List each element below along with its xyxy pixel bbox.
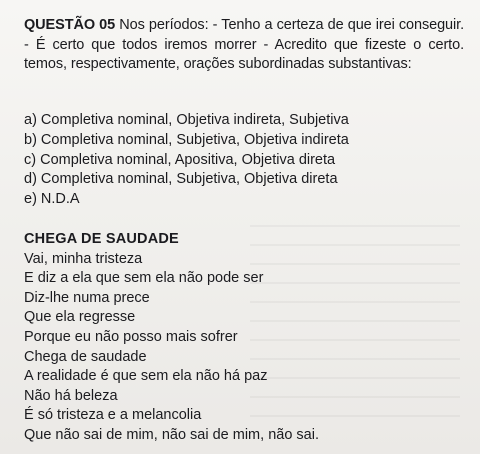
poem-block bbox=[24, 230, 464, 446]
poem-line: Diz-lhe numa prece bbox=[24, 289, 150, 306]
poem-line: Chega de saudade bbox=[24, 348, 147, 365]
poem-line: Não há beleza bbox=[24, 387, 118, 404]
poem-line: Porque eu não posso mais sofrer bbox=[24, 328, 238, 345]
question-text: Nos períodos: - Tenho a certeza de que irei conseguir. - É certo que todos iremos morrer - Acredito que fizeste o certo. temos, respectivamente, orações subordinadas substantivas: bbox=[24, 17, 464, 72]
option-b: b) Completiva nominal, Subjetiva, Objetiva indireta bbox=[24, 131, 349, 148]
answer-options bbox=[24, 111, 464, 210]
poem-line: A realidade é que sem ela não há paz bbox=[24, 368, 268, 385]
poem-line: Vai, minha tristeza bbox=[24, 250, 143, 267]
question-label: QUESTÃO 05 bbox=[24, 17, 116, 33]
poem-line: Que não sai de mim, não sai de mim, não sai. bbox=[24, 426, 319, 443]
option-c: c) Completiva nominal, Apositiva, Objetiva direta bbox=[24, 151, 336, 168]
question-block bbox=[24, 16, 464, 75]
option-a: a) Completiva nominal, Objetiva indireta, Subjetiva bbox=[24, 112, 349, 128]
poem-title: CHEGA DE SAUDADE bbox=[24, 231, 179, 247]
option-d: d) Completiva nominal, Subjetiva, Objetiva direta bbox=[24, 171, 338, 188]
poem-line: É só tristeza e a melancolia bbox=[24, 407, 202, 424]
poem-line: E diz a ela que sem ela não pode ser bbox=[24, 270, 264, 287]
poem-line: Que ela regresse bbox=[24, 309, 136, 326]
option-e: e) N.D.A bbox=[24, 191, 80, 208]
